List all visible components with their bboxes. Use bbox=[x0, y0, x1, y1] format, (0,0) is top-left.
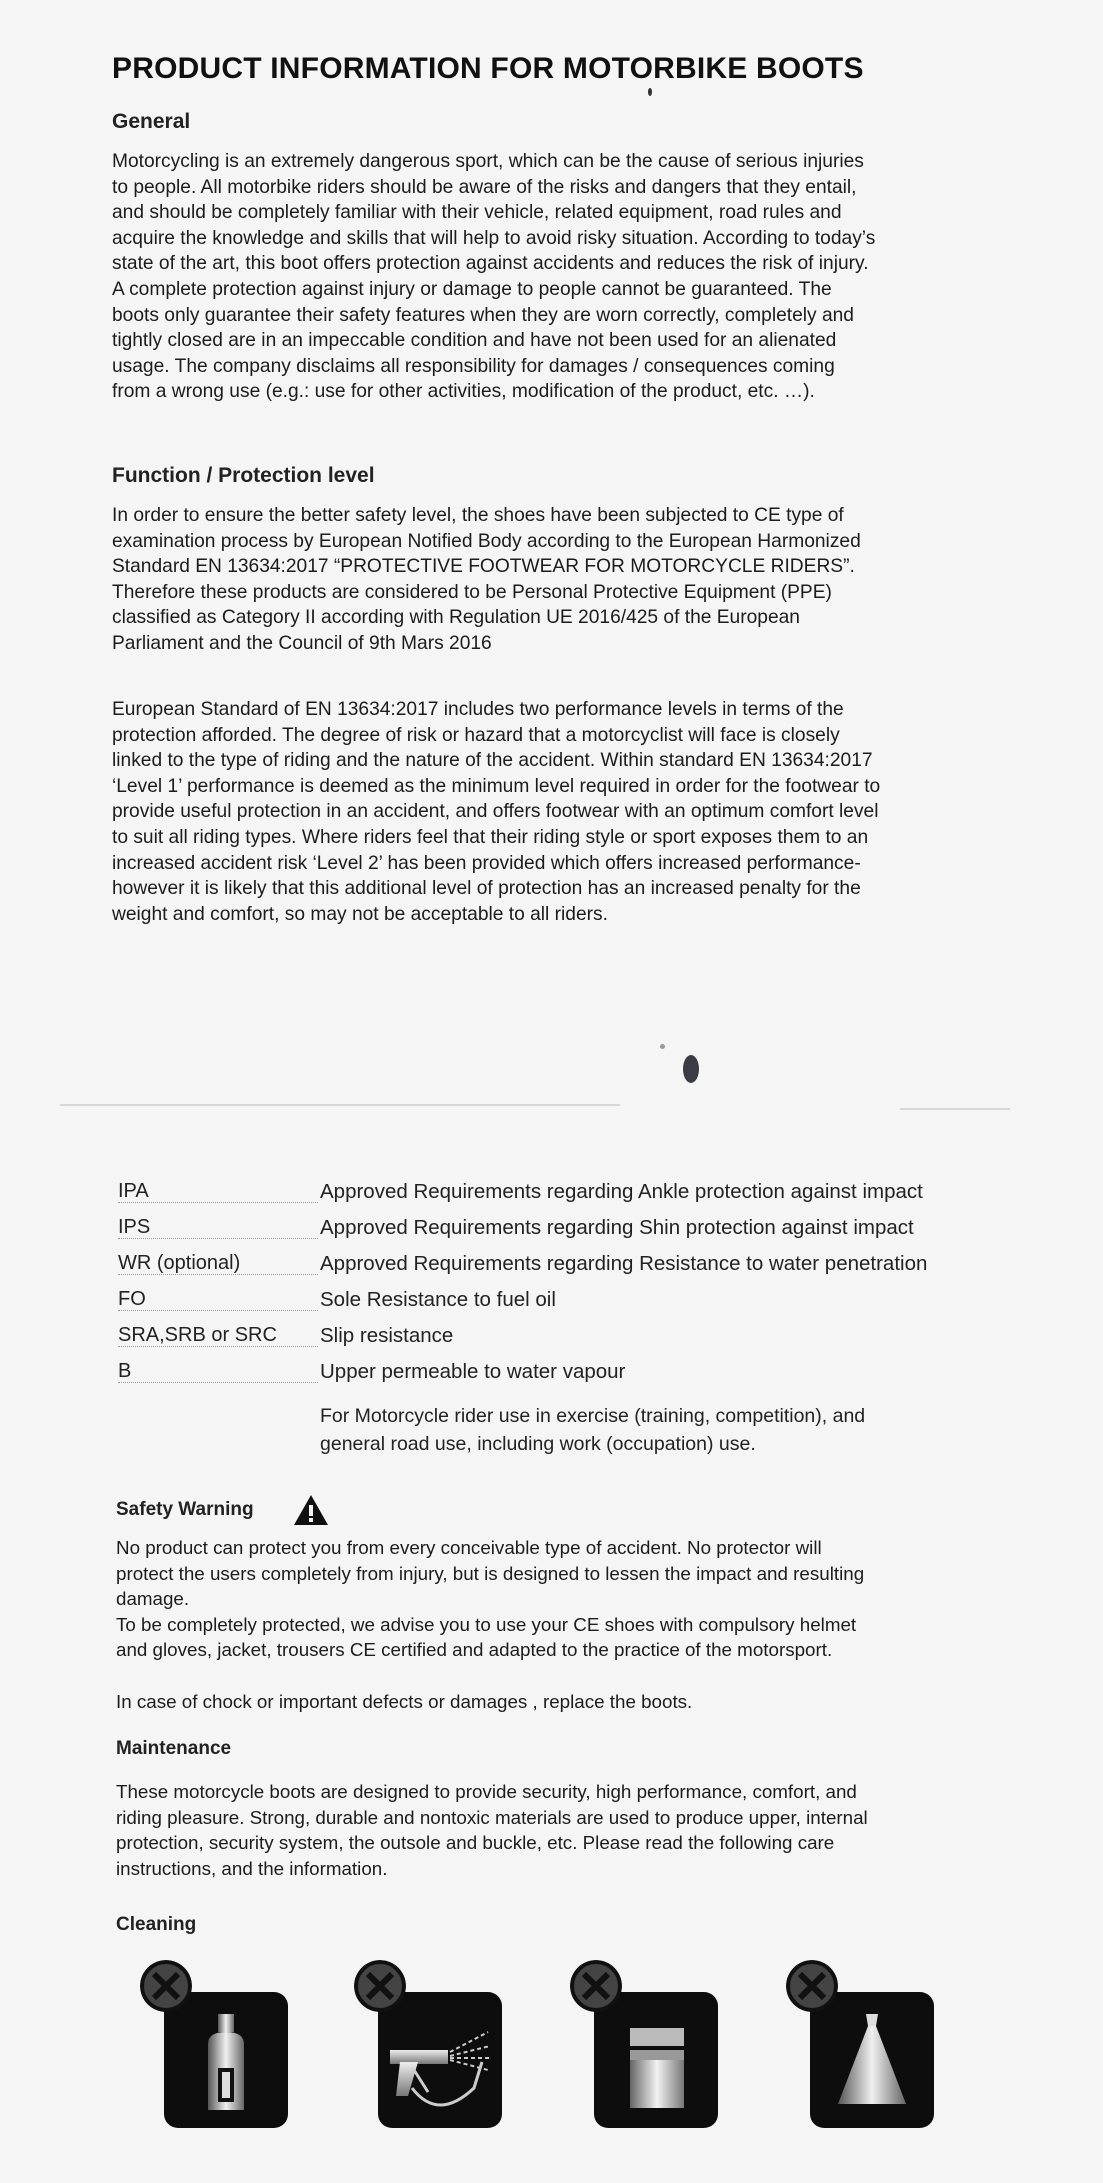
prohibited-x-icon bbox=[354, 1960, 406, 2012]
text-line: state of the art, this boot offers protection against accidents and reduces the risk of injury. bbox=[112, 253, 869, 275]
general-heading: General bbox=[112, 110, 191, 133]
prohibited-x-icon bbox=[570, 1960, 622, 2012]
text-line: from a wrong use (e.g.: use for other activities, modification of the product, etc. …). bbox=[112, 381, 815, 403]
text-line: protection afforded. The degree of risk or hazard that a motorcyclist will face is closely bbox=[112, 724, 840, 746]
no-bleach-bottle-icon bbox=[140, 1960, 316, 2160]
text-line: European Standard of EN 13634:2017 includes two performance levels in terms of the bbox=[112, 699, 844, 720]
text-line: linked to the type of riding and the nature of the accident. Within standard EN 13634:2017 bbox=[112, 750, 873, 772]
icon-box bbox=[810, 1992, 934, 2128]
code-label: WR (optional) bbox=[118, 1252, 241, 1274]
icon-box bbox=[378, 1992, 502, 2128]
code-description: Slip resistance bbox=[320, 1324, 454, 1347]
text-line: ‘Level 1’ performance is deemed as the minimum level required in order for the footwear to bbox=[112, 775, 881, 797]
no-washing-machine-icon bbox=[570, 1960, 746, 2160]
text-line: classified as Category II according with Regulation UE 2016/425 of the European bbox=[112, 607, 800, 629]
use-note bbox=[320, 1402, 865, 1458]
pressure-washer-icon bbox=[378, 1992, 502, 2128]
leader-dots bbox=[118, 1310, 318, 1311]
table-row bbox=[118, 1180, 1018, 1214]
code-description: Sole Resistance to fuel oil bbox=[320, 1288, 556, 1311]
text-line: general road use, including work (occupation) use. bbox=[320, 1433, 756, 1455]
table-row bbox=[118, 1216, 1018, 1250]
leader-dots bbox=[118, 1346, 318, 1347]
text-line: For Motorcycle rider use in exercise (training, competition), and bbox=[320, 1405, 866, 1427]
leader-dots bbox=[118, 1202, 318, 1203]
table-row bbox=[118, 1360, 1018, 1394]
text-line: A complete protection against injury or damage to people cannot be guaranteed. The bbox=[112, 278, 832, 300]
function-heading: Function / Protection level bbox=[112, 464, 375, 487]
washing-machine-icon bbox=[594, 1992, 718, 2128]
table-row bbox=[118, 1288, 1018, 1322]
text-line: protection, security system, the outsole and buckle, etc. Please read the following care bbox=[116, 1832, 835, 1854]
text-line: to suit all riding types. Where riders feel that their riding style or sport exposes them to an bbox=[112, 826, 869, 848]
text-line: and should be completely familiar with their vehicle, related equipment, road rules and bbox=[112, 202, 842, 224]
text-line: To be completely protected, we advise you to use your CE shoes with compulsory helmet bbox=[116, 1613, 857, 1635]
safety-warning-heading: Safety Warning bbox=[116, 1499, 254, 1520]
text-line: to people. All motorbike riders should be aware of the risks and dangers that they entail, bbox=[112, 176, 857, 198]
no-tumble-dry-icon bbox=[786, 1960, 962, 2160]
text-line: and gloves, jacket, trousers CE certified and adapted to the practice of the motorsport. bbox=[116, 1639, 833, 1661]
text-line: Motorcycling is an extremely dangerous sport, which can be the cause of serious injuries bbox=[112, 151, 864, 172]
safety-paragraph bbox=[116, 1535, 864, 1663]
text-line: weight and comfort, so may not be acceptable to all riders. bbox=[112, 903, 608, 925]
text-line: instructions, and the information. bbox=[116, 1857, 388, 1879]
leader-dots bbox=[118, 1274, 318, 1275]
code-description: Upper permeable to water vapour bbox=[320, 1360, 626, 1383]
text-line: however it is likely that this additional level of protection has an increased penalty for the bbox=[112, 878, 861, 900]
table-row bbox=[118, 1252, 1018, 1286]
text-line: tightly closed are in an impeccable condition and have not been used for an alienated bbox=[112, 330, 837, 352]
code-label: IPA bbox=[118, 1180, 149, 1202]
text-line: usage. The company disclaims all responsibility for damages / consequences coming bbox=[112, 355, 835, 377]
scan-speck bbox=[648, 88, 652, 96]
safety-extra: In case of chock or important defects or damages , replace the boots. bbox=[116, 1691, 693, 1712]
function-paragraph-2 bbox=[112, 697, 880, 927]
text-line: acquire the knowledge and skills that will help to avoid risky situation. According to today’s bbox=[112, 227, 876, 249]
icon-box bbox=[164, 1992, 288, 2128]
bottle-icon bbox=[164, 1992, 288, 2128]
leader-dots bbox=[118, 1238, 318, 1239]
text-line: protect the users completely from injury, but is designed to lessen the impact and resulting bbox=[116, 1562, 865, 1584]
maintenance-heading: Maintenance bbox=[116, 1738, 232, 1759]
scan-streak bbox=[900, 1108, 1010, 1110]
code-description: Approved Requirements regarding Resistance to water penetration bbox=[320, 1252, 928, 1275]
function-paragraph-1 bbox=[112, 503, 861, 657]
text-line: boots only guarantee their safety features when they are worn correctly, completely and bbox=[112, 304, 854, 326]
scan-speck bbox=[683, 1055, 699, 1083]
leader-dots bbox=[118, 1382, 318, 1383]
lamp-icon bbox=[810, 1992, 934, 2128]
warning-triangle-icon bbox=[292, 1493, 330, 1527]
maintenance-paragraph bbox=[116, 1779, 868, 1881]
text-line: Therefore these products are considered to be Personal Protective Equipment (PPE) bbox=[112, 581, 832, 603]
code-description: Approved Requirements regarding Ankle protection against impact bbox=[320, 1180, 923, 1203]
code-label: B bbox=[118, 1360, 132, 1382]
text-line: examination process by European Notified Body according to the European Harmonized bbox=[112, 530, 861, 552]
code-label: SRA,SRB or SRC bbox=[118, 1324, 277, 1346]
text-line: provide useful protection in an accident, and offers footwear with an optimum comfort level bbox=[112, 801, 879, 823]
page-title: PRODUCT INFORMATION FOR MOTORBIKE BOOTS bbox=[112, 52, 864, 85]
text-line: Standard EN 13634:2017 “PROTECTIVE FOOTWEAR FOR MOTORCYCLE RIDERS”. bbox=[112, 556, 855, 578]
prohibited-x-icon bbox=[786, 1960, 838, 2012]
icon-box bbox=[594, 1992, 718, 2128]
text-line: No product can protect you from every conceivable type of accident. No protector will bbox=[116, 1537, 822, 1558]
general-paragraph bbox=[112, 149, 875, 405]
code-description: Approved Requirements regarding Shin protection against impact bbox=[320, 1216, 914, 1239]
scan-streak bbox=[60, 1104, 620, 1106]
prohibited-x-icon bbox=[140, 1960, 192, 2012]
text-line: riding pleasure. Strong, durable and nontoxic materials are used to produce upper, internal bbox=[116, 1806, 868, 1828]
text-line: increased accident risk ‘Level 2’ has been provided which offers increased performance- bbox=[112, 852, 861, 874]
text-line: Parliament and the Council of 9th Mars 2016 bbox=[112, 632, 492, 654]
text-line: These motorcycle boots are designed to provide security, high performance, comfort, and bbox=[116, 1781, 857, 1802]
cleaning-heading: Cleaning bbox=[116, 1914, 197, 1935]
no-pressure-washer-icon bbox=[354, 1960, 530, 2160]
code-label: IPS bbox=[118, 1216, 151, 1238]
text-line: In order to ensure the better safety level, the shoes have been subjected to CE type of bbox=[112, 505, 844, 526]
text-line: damage. bbox=[116, 1588, 190, 1610]
code-label: FO bbox=[118, 1288, 146, 1310]
table-row bbox=[118, 1324, 1018, 1358]
scan-speck bbox=[660, 1044, 665, 1049]
